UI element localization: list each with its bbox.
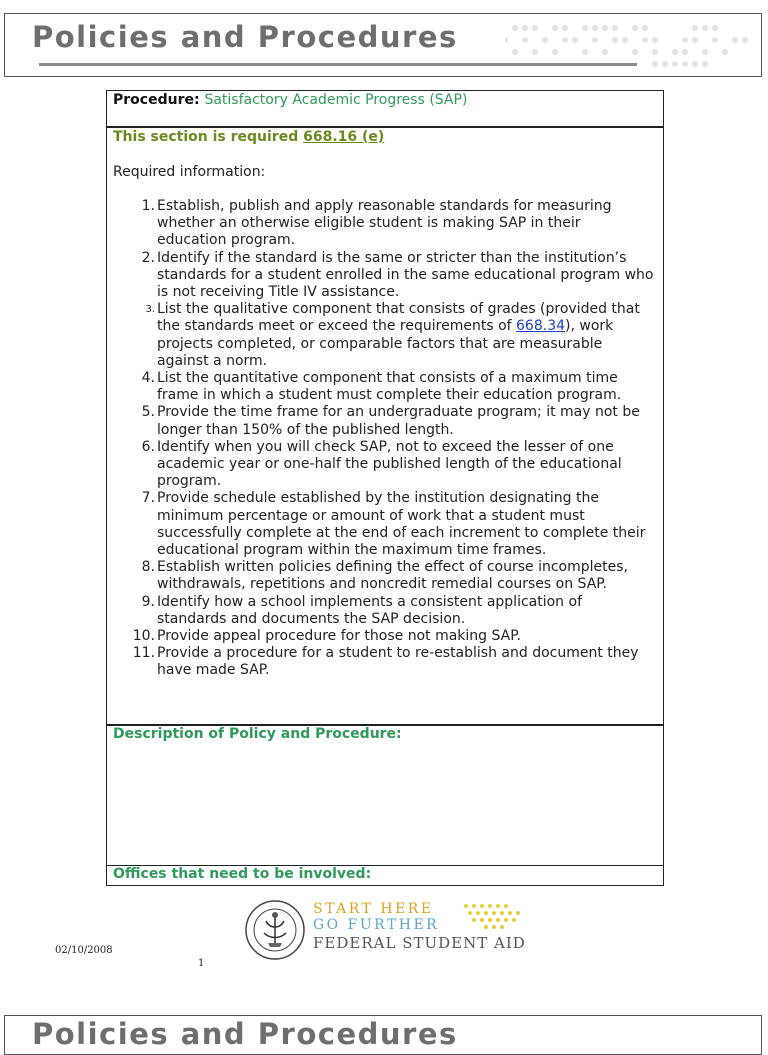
procedure-title bbox=[113, 92, 467, 108]
list-item: 3. List the qualitative component that consists of grades (provided that the standards meet or exceed the requirements of 668.34), work projects completed, or comparable factors that are measurable against a norm. bbox=[145, 301, 640, 369]
logo-go-further: GO FURTHER bbox=[313, 917, 440, 933]
logo-dot-pattern bbox=[460, 902, 526, 932]
header-banner bbox=[4, 13, 762, 77]
list-item: 11. Provide a procedure for a student to re-establish and document they have made SAP. bbox=[132, 645, 639, 679]
procedure-form bbox=[106, 90, 664, 886]
procedure-label: Procedure: bbox=[113, 92, 200, 108]
dot-pattern-decoration bbox=[505, 18, 755, 77]
list-item: 6. Identify when you will check SAP, not to exceed the lesser of one academic year or one-half the published length of the educational program. bbox=[141, 438, 622, 490]
procedure-name: Satisfactory Academic Progress (SAP) bbox=[204, 92, 468, 108]
regulation-link-668-34[interactable]: 668.34 bbox=[516, 318, 566, 335]
footer-date: 02/10/2008 bbox=[55, 945, 113, 956]
requirements-list bbox=[119, 198, 654, 680]
list-item: 9. Identify how a school implements a consistent application of standards and documents the SAP decision. bbox=[141, 593, 583, 627]
list-item: 1. Establish, publish and apply reasonable standards for measuring whether an otherwise eligible student is making SAP in their education program. bbox=[141, 198, 612, 249]
procedure-title-row bbox=[107, 91, 663, 128]
list-item: 8. Establish written policies defining the effect of course incompletes, withdrawals, repetitions and noncredit remedial courses on SAP. bbox=[141, 559, 628, 593]
next-page-header bbox=[4, 1015, 762, 1055]
page-title: Policies and Procedures bbox=[32, 20, 458, 54]
list-item: 10. Provide appeal procedure for those not making SAP. bbox=[132, 628, 521, 645]
required-info-label: Required information: bbox=[113, 164, 266, 180]
list-item: 7. Provide schedule established by the institution designating the minimum percentage or amount of work that a student must successfully complete at the end of each increment to complete their educational program within the maximum time frames. bbox=[141, 490, 646, 559]
offices-heading: Offices that need to be involved: bbox=[113, 866, 372, 882]
logo-federal-student-aid: FEDERAL STUDENT AID bbox=[313, 934, 526, 952]
required-section-line bbox=[113, 129, 384, 145]
list-item: 5. Provide the time frame for an undergraduate program; it may not be longer than 150% of the published length. bbox=[141, 404, 640, 438]
offices-section[interactable] bbox=[107, 865, 663, 886]
department-of-education-seal bbox=[244, 899, 306, 961]
page-number: 1 bbox=[198, 958, 205, 969]
regulation-link-668-16[interactable]: 668.16 (e) bbox=[303, 129, 385, 145]
list-item: 2. Identify if the standard is the same or stricter than the institution’s standards for a student enrolled in the same educational program who is not receiving Title IV assistance. bbox=[141, 249, 654, 301]
list-item: 4. List the quantitative component that consists of a maximum time frame in which a student must complete their education program. bbox=[141, 370, 622, 404]
required-prefix: This section is required bbox=[113, 129, 299, 145]
description-section[interactable] bbox=[107, 724, 663, 866]
logo-start-here: START HERE bbox=[313, 901, 434, 917]
description-heading: Description of Policy and Procedure: bbox=[113, 726, 402, 742]
next-page-title: Policies and Procedures bbox=[32, 1017, 458, 1051]
